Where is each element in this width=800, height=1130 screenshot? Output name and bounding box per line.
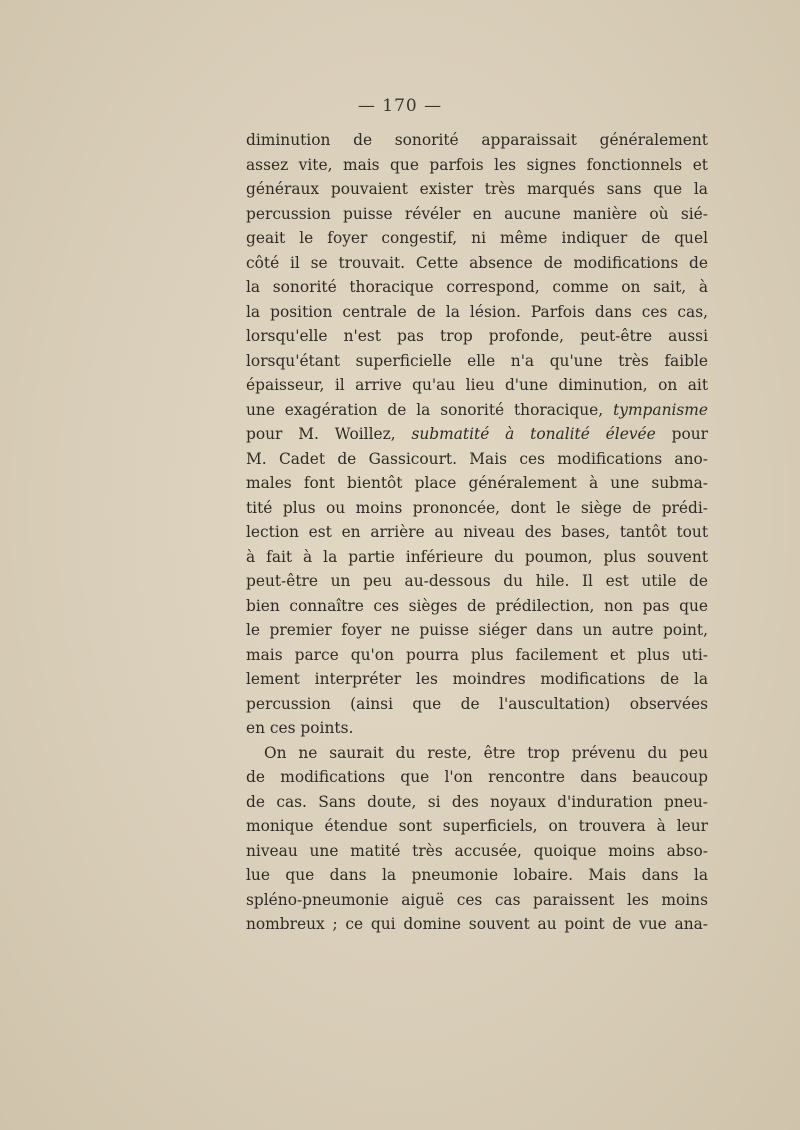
text-line: lection est en arrière au niveau des bases, tantôt tout	[246, 523, 708, 541]
text-line: à fait à la partie inférieure du poumon, plus souvent	[246, 547, 708, 566]
text-segment: pour M. Woillez,	[246, 425, 396, 443]
body-text	[246, 128, 708, 937]
page-number: — 170 —	[357, 96, 443, 116]
text-line: M. Cadet de Gassicourt. Mais ces modifications ano-	[246, 449, 708, 468]
text-line: lement interpréter les moindres modifications de la	[246, 670, 708, 688]
text-line: males font bientôt place généralement à une subma-	[246, 474, 708, 492]
text-line: épaisseur, il arrive qu'au lieu d'une diminution, on ait	[246, 376, 708, 394]
text-line: geait le foyer congestif, ni même indiquer de quel	[246, 229, 708, 247]
text-line: bien connaître ces sièges de prédilection, non pas que	[246, 596, 708, 615]
text-line: la position centrale de la lésion. Parfois dans ces cas,	[246, 302, 708, 321]
text-line: niveau une matité très accusée, quoique moins abso-	[246, 841, 708, 860]
text-line	[246, 422, 708, 447]
text-line: le premier foyer ne puisse siéger dans un autre point,	[246, 621, 708, 639]
text-line: peut-être un peu au-dessous du hile. Il est utile de	[246, 572, 708, 590]
italic-term: tympanisme	[613, 400, 708, 419]
text-line: de modifications que l'on rencontre dans beaucoup	[246, 768, 708, 786]
text-line: percussion puisse révéler en aucune manière où sié-	[246, 204, 708, 223]
text-line: lorsqu'étant superficielle elle n'a qu'une très faible	[246, 351, 708, 370]
text-line: lorsqu'elle n'est pas trop profonde, peut-être aussi	[246, 327, 708, 345]
text-segment: pour	[671, 425, 708, 443]
text-line: diminution de sonorité apparaissait généralement	[246, 131, 708, 149]
text-line: monique étendue sont superficiels, on trouvera à leur	[246, 817, 708, 835]
text-line: généraux pouvaient exister très marqués sans que la	[246, 180, 708, 198]
text-line: tité plus ou moins prononcée, dont le siège de prédi-	[246, 498, 708, 517]
text-segment: une exagération de la sonorité thoracique,	[246, 400, 604, 419]
text-line: lue que dans la pneumonie lobaire. Mais dans la	[246, 866, 708, 884]
text-line: nombreux ; ce qui domine souvent au point de vue ana-	[246, 915, 708, 933]
italic-term: submatité à tonalité élevée	[411, 425, 656, 443]
text-line: percussion (ainsi que de l'auscultation) observées	[246, 694, 708, 713]
text-line: On ne saurait du reste, être trop prévenu du peu	[264, 743, 708, 762]
text-line	[246, 398, 708, 423]
text-line: de cas. Sans doute, si des noyaux d'induration pneu-	[246, 792, 708, 811]
text-line: spléno-pneumonie aiguë ces cas paraissent les moins	[246, 890, 708, 909]
text-line: la sonorité thoracique correspond, comme on sait, à	[246, 278, 708, 296]
text-line: côté il se trouvait. Cette absence de modifications de	[246, 253, 708, 272]
text-line: mais parce qu'on pourra plus facilement et plus uti-	[246, 645, 708, 664]
text-line: assez vite, mais que parfois les signes fonctionnels et	[246, 155, 708, 174]
text-line: en ces points.	[246, 719, 354, 737]
